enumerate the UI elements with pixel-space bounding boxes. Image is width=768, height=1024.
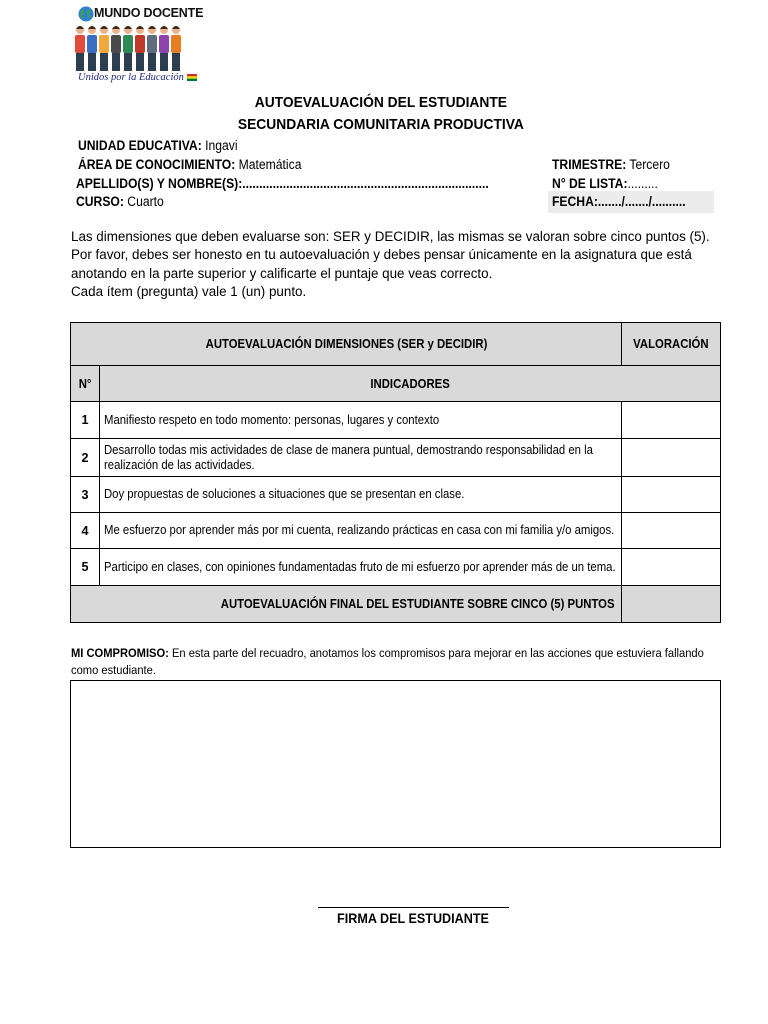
fecha-label: FECHA: <box>552 194 598 209</box>
figure-hair <box>100 26 108 29</box>
bolivia-flag-icon <box>187 74 197 81</box>
unidad-educativa-line <box>78 138 238 153</box>
valoracion-cell[interactable] <box>622 477 721 513</box>
figure-legs <box>124 53 132 71</box>
valoracion-cell[interactable] <box>622 439 721 477</box>
table-header-row <box>71 323 721 366</box>
valoracion-cell[interactable] <box>622 549 721 586</box>
indicadores-column-header: INDICADORES <box>100 366 721 402</box>
lista-line <box>552 176 658 191</box>
instruction-line: Las dimensiones que deben evaluarse son: SER y DECIDIR, las mismas se valoran sobre cinco puntos (5). <box>71 229 710 244</box>
figure-hair <box>172 26 180 29</box>
valoracion-cell[interactable] <box>622 402 721 439</box>
row-indicator: Manifiesto respeto en todo momento: personas, lugares y contexto <box>100 402 622 439</box>
curso-line <box>76 194 164 209</box>
apellido-label: APELLIDO(S) Y NOMBRE(S): <box>76 176 243 191</box>
trimestre-line <box>552 157 670 172</box>
row-indicator: Me esfuerzo por aprender más por mi cuenta, realizando prácticas en casa con mi familia y/o amigos. <box>100 513 622 549</box>
compromiso-text: En esta parte del recuadro, anotamos los compromisos para mejorar en las acciones que estuviera fallando como estudiante. <box>71 646 704 677</box>
figure-hair <box>124 26 132 29</box>
figure-hair <box>88 26 96 29</box>
lista-label: N° DE LISTA: <box>552 176 628 191</box>
instruction-line: Cada ítem (pregunta) vale 1 (un) punto. <box>71 283 307 299</box>
dimensions-header: AUTOEVALUACIÓN DIMENSIONES (SER y DECIDIR) <box>71 323 622 366</box>
figure-body <box>123 35 133 53</box>
table-row <box>71 439 721 477</box>
trimestre-label: TRIMESTRE: <box>552 157 627 172</box>
figure-legs <box>112 53 120 71</box>
compromiso-label: MI COMPROMISO: <box>71 646 169 660</box>
table-row <box>71 477 721 513</box>
row-indicator: Desarrollo todas mis actividades de clase de manera puntual, demostrando responsabilidad en la realización de las actividades. <box>100 439 622 477</box>
globe-icon <box>78 6 94 22</box>
mundo-docente-logo <box>74 4 204 88</box>
trimestre-value: Tercero <box>626 157 670 172</box>
logo-brand: MUNDO DOCENTE <box>94 6 204 20</box>
unidad-educativa-label: UNIDAD EDUCATIVA: <box>78 138 202 153</box>
num-column-header: N° <box>71 366 100 402</box>
row-number: 4 <box>71 513 100 549</box>
instruction-line: Por favor, debes ser honesto en tu autoevaluación y debes pensar únicamente en la asignatura que está <box>71 247 692 263</box>
figure-body <box>159 35 169 53</box>
row-number: 3 <box>71 477 100 513</box>
figure-legs <box>148 53 156 71</box>
table-row <box>71 513 721 549</box>
table-footer-row <box>71 586 721 623</box>
figure-body <box>147 35 157 53</box>
table-subheader-row <box>71 366 721 402</box>
figure-body <box>111 35 121 53</box>
figure-hair <box>148 26 156 29</box>
area-value: Matemática <box>235 157 302 172</box>
instruction-line: anotando en la parte superior y calificarte el puntaje que veas correcto. <box>71 265 493 281</box>
final-score-label: AUTOEVALUACIÓN FINAL DEL ESTUDIANTE SOBRE CINCO (5) PUNTOS <box>71 586 622 623</box>
figure-hair <box>160 26 168 29</box>
unidad-educativa-value: Ingavi <box>201 138 238 153</box>
document-subtitle: SECUNDARIA COMUNITARIA PRODUCTIVA <box>237 116 524 133</box>
curso-label: CURSO: <box>76 194 124 209</box>
figure-body <box>99 35 109 53</box>
fecha-value: ......./......./.......... <box>597 194 686 209</box>
figure-legs <box>76 53 84 71</box>
figure-hair <box>76 26 84 29</box>
figure-legs <box>100 53 108 71</box>
figure-body <box>75 35 85 53</box>
row-indicator: Doy propuestas de soluciones a situaciones que se presentan en clase. <box>100 477 622 513</box>
logo-tagline: Unidos por la Educación <box>78 72 197 83</box>
row-number: 5 <box>71 549 100 586</box>
figure-hair <box>136 26 144 29</box>
row-number: 1 <box>71 402 100 439</box>
row-indicator: Participo en clases, con opiniones fundamentadas fruto de mi esfuerzo por aprender más de un tema. <box>100 549 622 586</box>
figure-body <box>87 35 97 53</box>
figure-legs <box>172 53 180 71</box>
figure-body <box>135 35 145 53</box>
signature-line <box>318 907 509 908</box>
apellido-line <box>76 176 489 191</box>
table-row <box>71 402 721 439</box>
row-number: 2 <box>71 439 100 477</box>
curso-value: Cuarto <box>123 194 164 209</box>
figure-legs <box>88 53 96 71</box>
fecha-line <box>552 194 686 209</box>
instructions-paragraph <box>71 228 751 301</box>
signature-label: FIRMA DEL ESTUDIANTE <box>337 910 489 926</box>
figure-legs <box>160 53 168 71</box>
valoracion-cell[interactable] <box>622 513 721 549</box>
table-row <box>71 549 721 586</box>
apellido-value: ......................................................................... <box>242 176 489 191</box>
document-title: AUTOEVALUACIÓN DEL ESTUDIANTE <box>254 94 508 111</box>
compromiso-box[interactable] <box>70 680 721 848</box>
lista-value: ......... <box>627 176 658 191</box>
area-label: ÁREA DE CONOCIMIENTO: <box>78 157 236 172</box>
area-line <box>78 157 301 172</box>
teachers-illustration <box>74 22 184 74</box>
evaluation-table <box>70 322 721 623</box>
compromiso-instructions <box>71 645 719 679</box>
valoracion-header: VALORACIÓN <box>622 323 721 366</box>
figure-legs <box>136 53 144 71</box>
figure-body <box>171 35 181 53</box>
final-score-cell[interactable] <box>622 586 721 623</box>
figure-hair <box>112 26 120 29</box>
